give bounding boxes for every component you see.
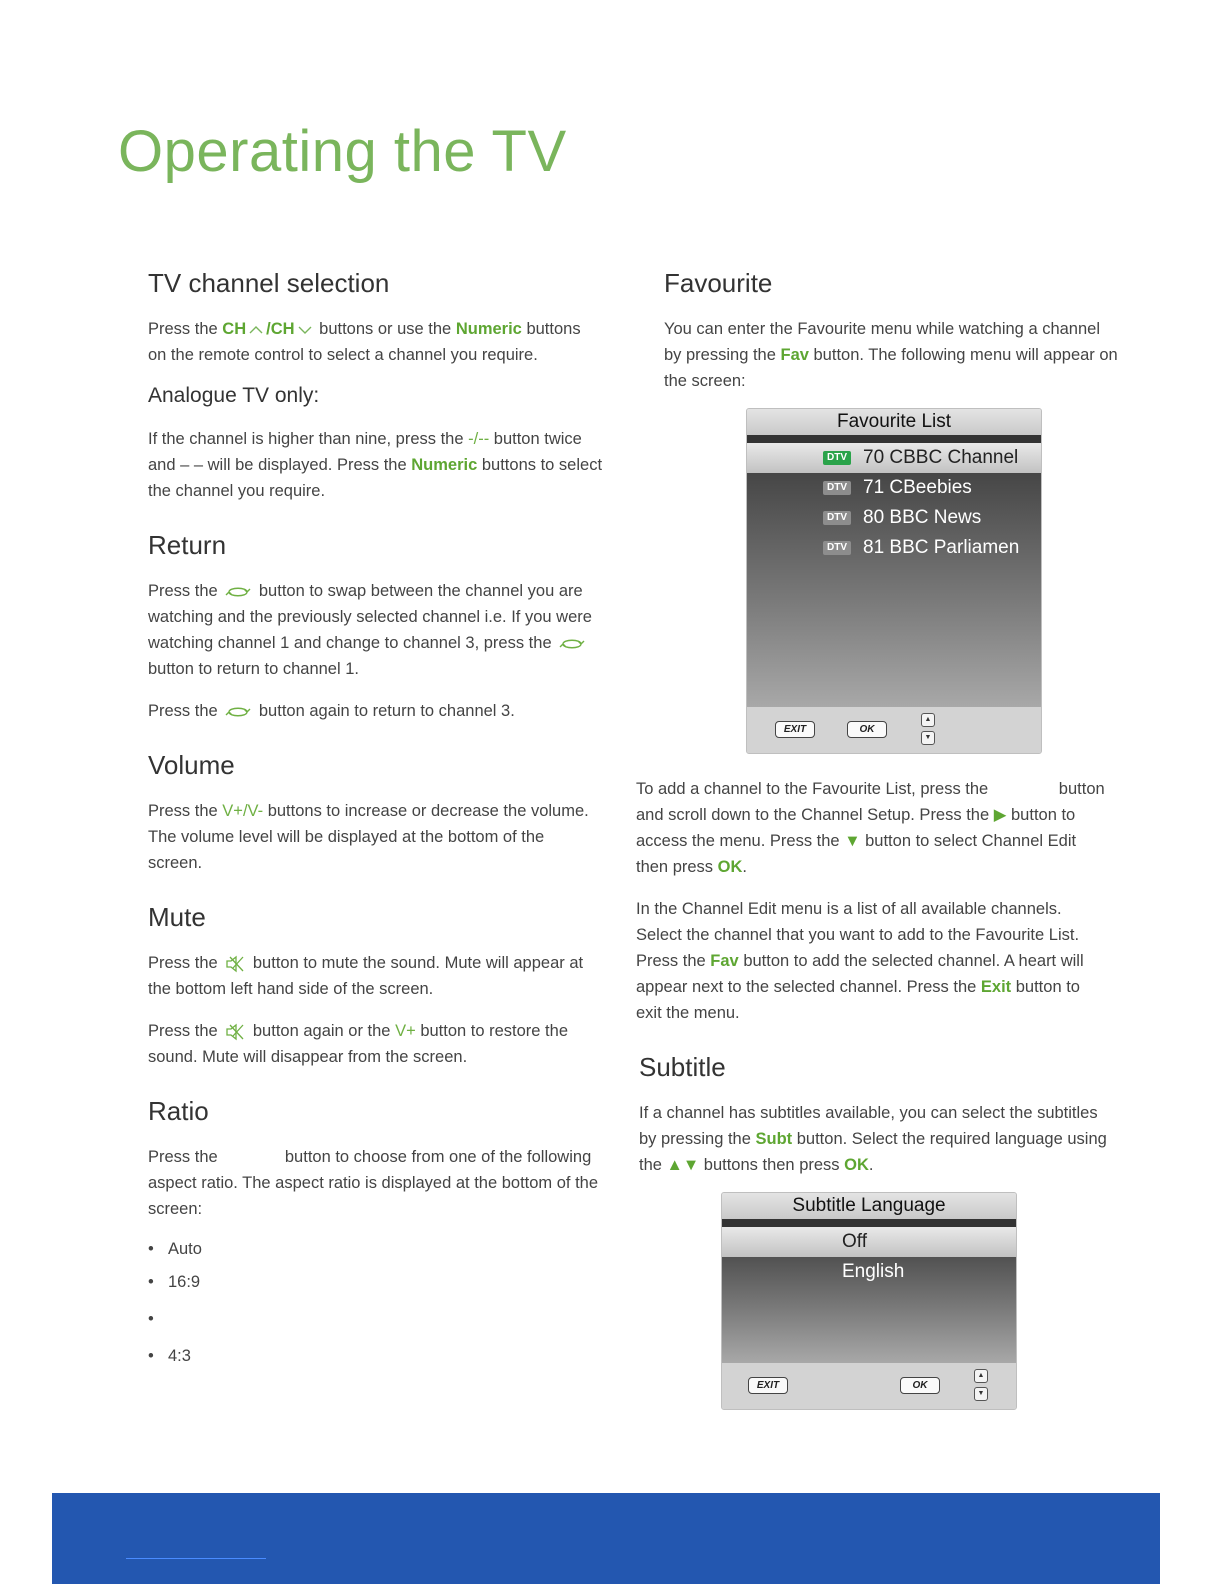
channel-name: 70 CBBC Channel [863, 447, 1019, 468]
ok-key[interactable]: OK [847, 721, 887, 738]
menu-footer [747, 707, 1041, 753]
favourite-channel-list [747, 443, 1041, 707]
up-arrow-icon[interactable]: ▲ [974, 1369, 988, 1383]
channel-row[interactable] [747, 443, 1041, 473]
subtitle-language-menu [721, 1192, 1017, 1410]
ratio-item: • [148, 1310, 154, 1328]
dtv-badge: DTV [823, 511, 851, 525]
mute-icon [225, 954, 245, 974]
ratio-heading: Ratio [148, 1096, 209, 1126]
footer-band [52, 1493, 1160, 1584]
ratio-item: • Auto [148, 1240, 202, 1258]
right-arrow-icon: ▶ [993, 806, 1007, 824]
subtitle-option[interactable]: Off [722, 1227, 1016, 1257]
subtitle-language-title: Subtitle Language [722, 1193, 1016, 1219]
return-paragraph-2: Press the button again to return to channel 3. [148, 702, 515, 720]
channel-name: 71 CBeebies [863, 477, 972, 498]
down-arrow-icon[interactable]: ▼ [921, 731, 935, 745]
channel-row[interactable] [747, 473, 1041, 503]
return-icon [225, 584, 251, 600]
favourite-add-paragraph: To add a channel to the Favourite List, press the button and scroll down to the Channel Setup. Press the ▶ button to access the menu. Press the ▼ button to select Channel Edit then press OK. [636, 780, 1105, 876]
ok-key[interactable]: OK [900, 1377, 940, 1394]
channel-name: 80 BBC News [863, 507, 982, 528]
dtv-badge: DTV [823, 481, 851, 495]
volume-paragraph: Press the V+/V- buttons to increase or decrease the volume. The volume level will be displayed at the bottom of the screen. [148, 802, 589, 872]
mute-paragraph: Press the button to mute the sound. Mute will appear at the bottom left hand side of the screen. [148, 954, 584, 998]
favourite-list-menu [746, 408, 1042, 754]
page-title: Operating the TV [118, 119, 567, 184]
channel-row[interactable] [747, 503, 1041, 533]
subtitle-paragraph: If a channel has subtitles available, you can select the subtitles by pressing the Subt button. Select the required language using the ▲▼ buttons then press OK. [639, 1104, 1107, 1174]
return-heading: Return [148, 530, 227, 560]
exit-key[interactable]: EXIT [775, 721, 815, 738]
footer-link-underline[interactable] [126, 1558, 266, 1559]
tv-channel-heading: TV channel selection [148, 268, 390, 298]
dtv-badge: DTV [823, 541, 851, 555]
up-down-arrows-icon: ▲▼ [666, 1156, 700, 1174]
up-arrow-icon[interactable]: ▲ [921, 713, 935, 727]
menu-footer [722, 1363, 1016, 1409]
tv-channel-paragraph: Press the CH /CH buttons or use the Numeric buttons on the remote control to select a channel you require. [148, 320, 581, 364]
mute-paragraph-2: Press the button again or the V+ button to restore the sound. Mute will disappear from the screen. [148, 1022, 568, 1066]
subtitle-heading: Subtitle [639, 1052, 726, 1082]
favourite-heading: Favourite [664, 268, 773, 298]
ratio-item: • 4:3 [148, 1347, 191, 1365]
analogue-heading: Analogue TV only: [148, 384, 320, 407]
channel-name: 81 BBC Parliamen [863, 537, 1020, 558]
analogue-paragraph: If the channel is higher than nine, press the -/-- button twice and – – will be displayed. Press the Numeric buttons to select the channel you require. [148, 430, 603, 500]
volume-heading: Volume [148, 750, 235, 780]
ratio-item: • 16:9 [148, 1273, 201, 1291]
channel-row[interactable] [747, 533, 1041, 563]
chevron-up-icon [249, 325, 263, 335]
ratio-paragraph: Press the button to choose from one of the following aspect ratio. The aspect ratio is displayed at the bottom of the screen: [148, 1148, 599, 1218]
down-arrow-icon: ▼ [844, 832, 861, 850]
channel-edit-paragraph: In the Channel Edit menu is a list of all available channels. Select the channel that you want to add to the Favourite List. Press the Fav button to add the selected channel. A heart will appear next to the selected channel. Press the Exit button to exit the menu. [636, 900, 1084, 1022]
mute-icon [225, 1022, 245, 1042]
subtitle-option-list [722, 1227, 1016, 1363]
chevron-down-icon [298, 325, 312, 335]
favourite-list-title: Favourite List [747, 409, 1041, 435]
return-icon [559, 636, 585, 652]
down-arrow-icon[interactable]: ▼ [974, 1387, 988, 1401]
mute-heading: Mute [148, 902, 206, 932]
return-paragraph: Press the button to swap between the channel you are watching and the previously selected channel i.e. If you were watching channel 1 and change to channel 3, press the button to return to channel 1. [148, 582, 592, 678]
return-icon [225, 704, 251, 720]
dtv-badge: DTV [823, 451, 851, 465]
subtitle-option[interactable]: English [842, 1261, 905, 1282]
exit-key[interactable]: EXIT [748, 1377, 788, 1394]
favourite-paragraph: You can enter the Favourite menu while watching a channel by pressing the Fav button. The following menu will appear on the screen: [664, 320, 1118, 390]
